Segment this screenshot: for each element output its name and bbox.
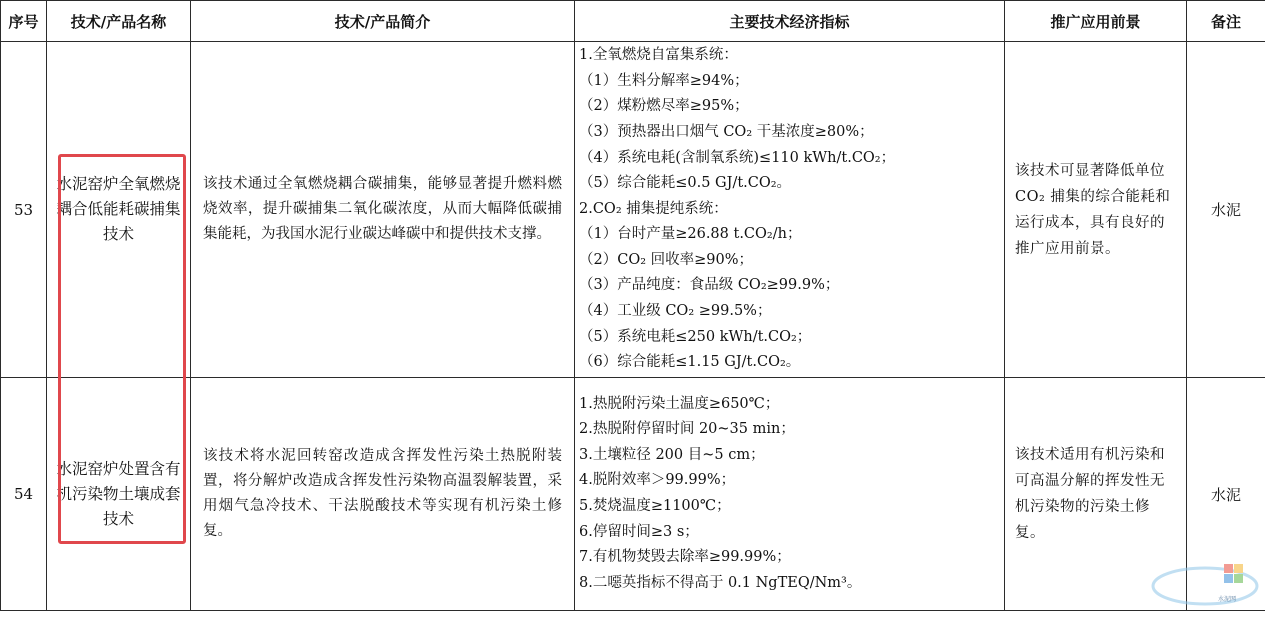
table-row — [1, 42, 1265, 378]
metric-line: （3）产品纯度：食品级 CO₂≥99.9%； — [579, 277, 840, 294]
metric-line: （6）综合能耗≤1.15 GJ/t.CO₂。 — [579, 354, 801, 371]
watermark-logo-icon — [1150, 556, 1260, 612]
row-seq: 53 — [1, 42, 47, 378]
row-seq: 54 — [1, 378, 47, 611]
row-prospect: 该技术适用有机污染和可高温分解的挥发性无机污染物的污染土修复。 — [1005, 378, 1187, 611]
metric-line: （1）生料分解率≥94%； — [579, 72, 749, 89]
header-prospect: 推广应用前景 — [1005, 1, 1187, 42]
metric-line: （2）煤粉燃尽率≥95%； — [579, 98, 749, 115]
metric-line: （3）预热器出口烟气 CO₂ 干基浓度≥80%； — [579, 123, 874, 140]
metric-line: 2.CO₂ 捕集提纯系统： — [579, 200, 728, 217]
metric-line: （1）台时产量≥26.88 t.CO₂/h； — [579, 226, 802, 243]
row-intro: 该技术通过全氧燃烧耦合碳捕集，能够显著提升燃料燃烧效率，提升碳捕集二氧化碳浓度，从而大幅降低碳捕集能耗，为我国水泥行业碳达峰碳中和提供技术支撑。 — [191, 42, 575, 378]
metric-line: 5.焚烧温度≥1100℃； — [579, 498, 731, 514]
row-intro: 该技术将水泥回转窑改造成含挥发性污染土热脱附装置，将分解炉改造成含挥发性污染物高温裂解装置，采用烟气急冷技术、干法脱酸技术等实现有机污染土修复。 — [191, 378, 575, 611]
metric-line: 3.土壤粒径 200 目~5 cm； — [579, 446, 765, 463]
row-name: 水泥窑炉全氧燃烧耦合低能耗碳捕集技术 — [47, 42, 191, 378]
row-name: 水泥窑炉处置含有机污染物土壤成套技术 — [47, 378, 191, 611]
metric-line: 7.有机物焚毁去除率≥99.99%； — [579, 549, 791, 566]
header-note: 备注 — [1187, 1, 1265, 42]
row-note: 水泥 — [1187, 378, 1265, 611]
row-metrics — [575, 42, 1005, 378]
metric-line: 1.全氧燃烧自富集系统： — [579, 47, 738, 64]
metric-line: 2.热脱附停留时间 20~35 min； — [579, 421, 795, 438]
header-name: 技术/产品名称 — [47, 1, 191, 42]
metric-line: （5）系统电耗≤250 kWh/t.CO₂； — [579, 328, 812, 345]
row-metrics — [575, 378, 1005, 611]
header-metrics: 主要技术经济指标 — [575, 1, 1005, 42]
metric-line: 8.二噁英指标不得高于 0.1 NgTEQ/Nm³。 — [579, 574, 862, 591]
row-prospect: 该技术可显著降低单位 CO₂ 捕集的综合能耗和运行成本，具有良好的推广应用前景。 — [1005, 42, 1187, 378]
header-row — [1, 1, 1265, 42]
watermark-text: 水泥网 — [1218, 596, 1237, 603]
metric-line: 6.停留时间≥3 s； — [579, 523, 699, 540]
header-seq: 序号 — [1, 1, 47, 42]
metric-line: （4）系统电耗(含制氧系统)≤110 kWh/t.CO₂； — [579, 149, 896, 166]
metric-line: 4.脱附效率＞99.99%； — [579, 472, 736, 489]
metric-line: （2）CO₂ 回收率≥90%； — [579, 251, 754, 268]
metric-line: （4）工业级 CO₂ ≥99.5%； — [579, 303, 772, 320]
row-note: 水泥 — [1187, 42, 1265, 378]
header-intro: 技术/产品简介 — [191, 1, 575, 42]
table-row — [1, 378, 1265, 611]
metric-line: 1.热脱附污染土温度≥650℃； — [579, 395, 780, 412]
metric-line: （5）综合能耗≤0.5 GJ/t.CO₂。 — [579, 175, 792, 192]
